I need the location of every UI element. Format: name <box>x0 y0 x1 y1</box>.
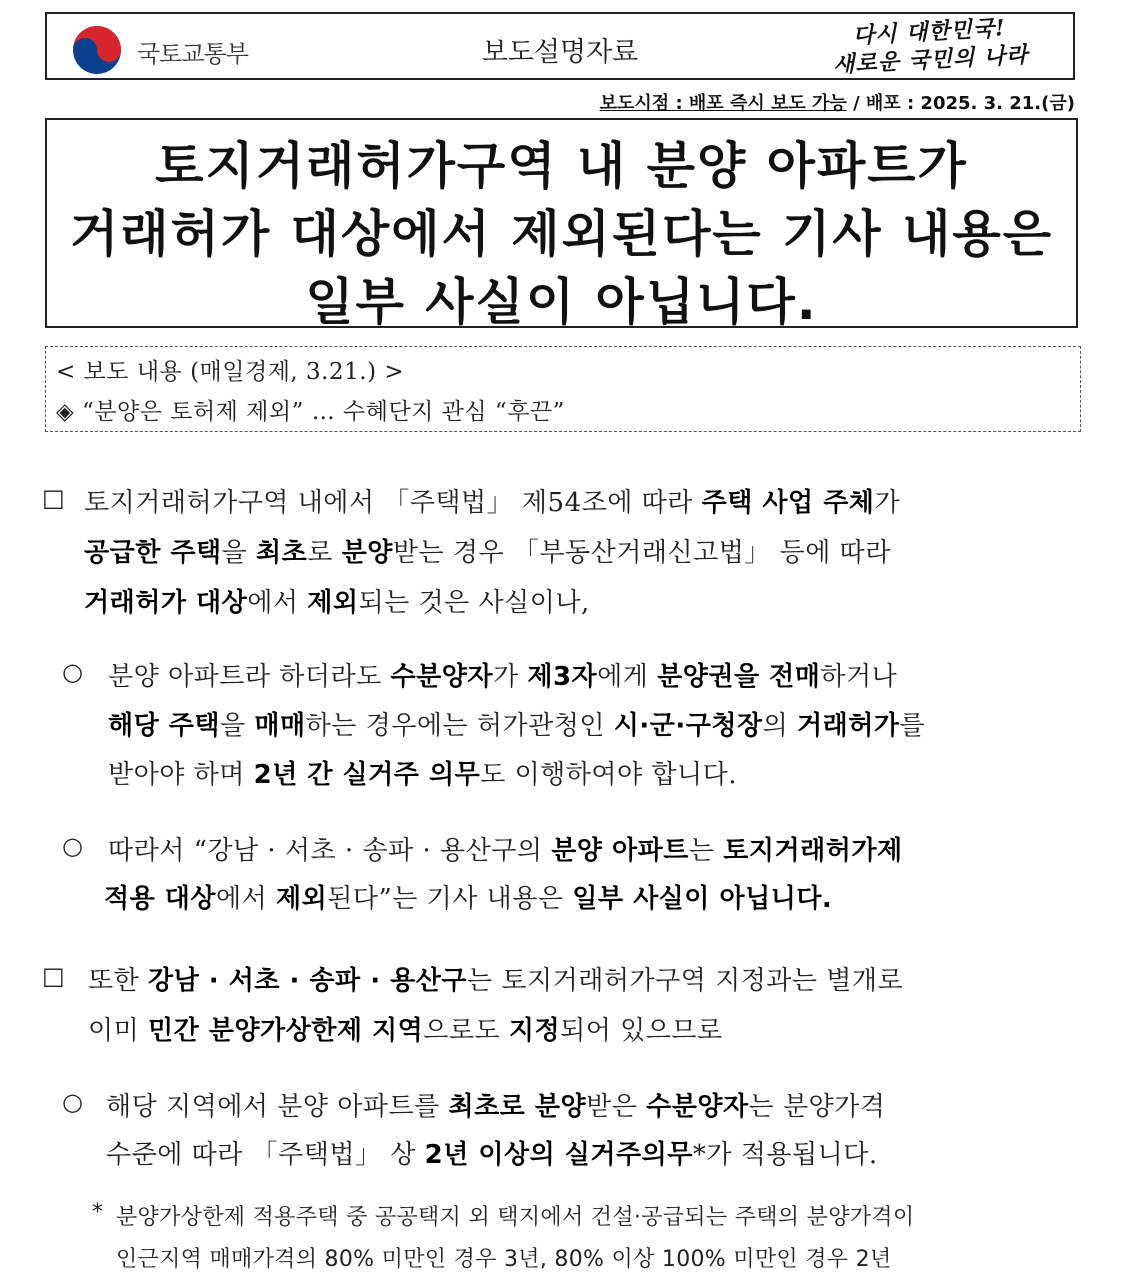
p1-line-1: 토지거래허가구역 내에서 「주택법」 제54조에 따라 주택 사업 주체가 <box>84 488 901 518</box>
square-bullet-icon: □ <box>42 484 65 512</box>
p1-line-2: 공급한 주택을 최초로 분양받는 경우 「부동산거래신고법」 등에 따라 <box>84 538 891 568</box>
footnote-line-1: 분양가상한제 적용주택 중 공공택지 외 택지에서 건설·공급되는 주택의 분양가격이 <box>116 1205 915 1230</box>
title-line-1: 토지거래허가구역 내 분양 아파트가 <box>155 137 968 195</box>
report-headline: ◈ “분양은 토허제 제외” … 수혜단지 관심 “후끈” <box>56 399 565 425</box>
release-timing: 보도시점 : 배포 즉시 보도 가능 <box>599 93 847 114</box>
release-separator: / <box>846 93 866 114</box>
ministry-name: 국토교통부 <box>137 40 248 68</box>
p1a-line-2: 해당 주택을 매매하는 경우에는 허가관청인 시·군·구청장의 거래허가를 <box>108 711 926 741</box>
release-info <box>600 89 1075 115</box>
report-summary-box <box>45 346 1081 432</box>
title-line-2: 거래허가 대상에서 제외된다는 기사 내용은 <box>69 205 1054 263</box>
p1-line-3: 거래허가 대상에서 제외되는 것은 사실이나, <box>84 588 590 618</box>
slogan <box>814 12 1047 80</box>
footnote-line-2: 인근지역 매매가격의 80% 미만인 경우 3년, 80% 이상 100% 미만인 경우 2년 <box>116 1247 892 1272</box>
document-type: 보도설명자료 <box>481 37 639 68</box>
square-bullet-icon: □ <box>42 962 65 990</box>
p1a-line-3: 받아야 하며 2년 간 실거주 의무도 이행하여야 합니다. <box>108 760 738 790</box>
p1a-line-1: 분양 아파트라 하더라도 수분양자가 제3자에게 분양권을 전매하거나 <box>108 662 898 692</box>
p1b-line-1: 따라서 “강남 · 서초 · 송파 · 용산구의 분양 아파트는 토지거래허가제 <box>108 836 903 866</box>
p2a-line-2: 수준에 따라 「주택법」 상 2년 이상의 실거주의무*가 적용됩니다. <box>106 1140 878 1170</box>
header-box <box>45 12 1075 80</box>
report-source: < 보도 내용 (매일경제, 3.21.) > <box>56 359 405 385</box>
circle-bullet-icon: ○ <box>62 832 83 860</box>
p2-line-2: 이미 민간 분양가상한제 지역으로도 지정되어 있으므로 <box>88 1016 723 1046</box>
circle-bullet-icon: ○ <box>62 658 83 686</box>
p2a-line-1: 해당 지역에서 분양 아파트를 최초로 분양받은 수분양자는 분양가격 <box>106 1092 886 1122</box>
p1b-line-2: 적용 대상에서 제외된다”는 기사 내용은 일부 사실이 아닙니다. <box>104 884 833 914</box>
title-line-3: 일부 사실이 아닙니다. <box>305 273 818 331</box>
p2-line-1: 또한 강남 · 서초 · 송파 · 용산구는 토지거래허가구역 지정과는 별개로 <box>88 966 904 996</box>
footnote-asterisk: * <box>92 1200 104 1225</box>
slogan-line-2: 새로운 국민의 나라 <box>832 41 1029 79</box>
circle-bullet-icon: ○ <box>62 1088 83 1116</box>
release-distribution: 배포 : 2025. 3. 21.(금) <box>865 93 1075 114</box>
title-box <box>45 118 1078 331</box>
slogan-line-1: 다시 대한민국! <box>852 15 1007 50</box>
